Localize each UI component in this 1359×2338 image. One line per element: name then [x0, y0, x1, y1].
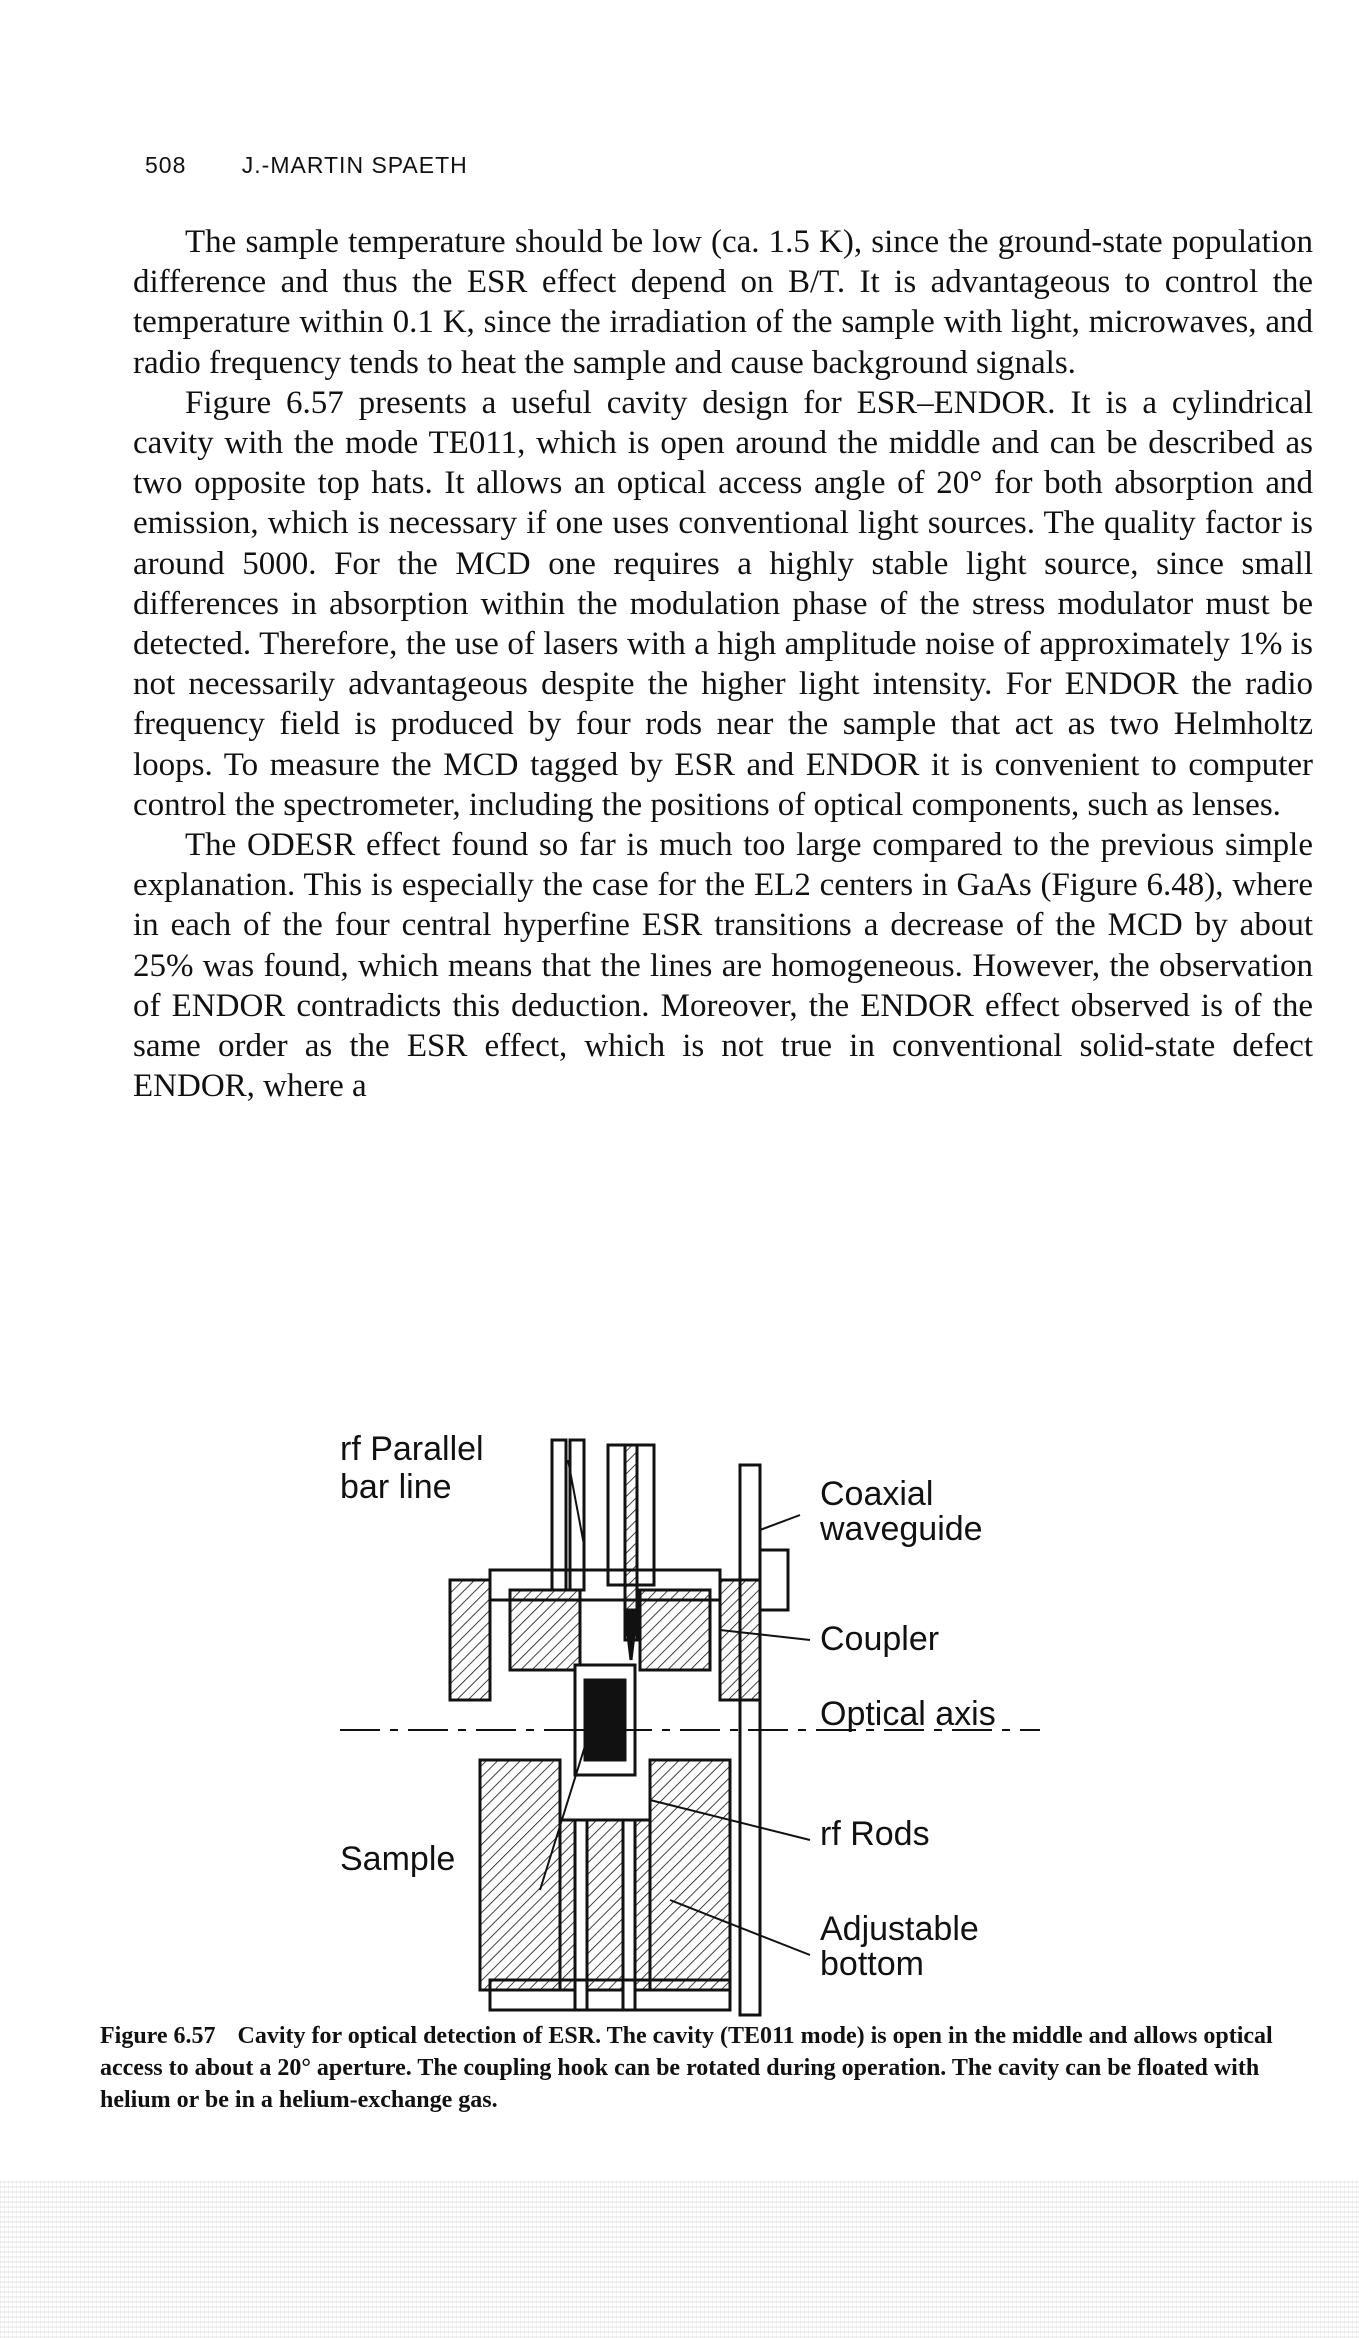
label-optical-axis: Optical axis — [820, 1695, 996, 1733]
paragraph-1: The sample temperature should be low (ca. 1.5 K), since the ground-state population difference and thus the ESR effect depend on B/T. It is advantageous to control the temperature within 0.1 K, since the irradiation of the sample with light, microwaves, and radio frequency tends to heat the sample and cause background signals. — [133, 224, 1313, 381]
label-rf-parallel-1: rf Parallel — [340, 1430, 484, 1468]
label-coupler: Coupler — [820, 1620, 940, 1658]
figure-caption — [100, 2020, 1280, 2116]
body-text — [133, 222, 1313, 1106]
label-sample: Sample — [340, 1840, 456, 1878]
label-rf-rods: rf Rods — [820, 1815, 930, 1853]
paragraph-2: Figure 6.57 presents a useful cavity design for ESR–ENDOR. It is a cylindrical cavity with the mode TE011, which is open around the middle and can be described as two opposite top hats. It allows an optical access angle of 20° for both absorption and emission, which is necessary if one uses conventional light sources. The quality factor is around 5000. For the MCD one requires a highly stable light source, since small differences in absorption within the modulation phase of the stress modulator must be detected. Therefore, the use of lasers with a high amplitude noise of approximately 1% is not necessarily advantageous despite the higher light intensity. For ENDOR the radio frequency field is produced by four rods near the sample that act as two Helmholtz loops. To measure the MCD tagged by ESR and ENDOR it is convenient to computer control the spectrometer, including the positions of optical components, such as lenses. — [133, 384, 1313, 823]
cavity-figure — [340, 1420, 1060, 2020]
page-number: 508 — [145, 152, 187, 178]
running-head-author: J.-MARTIN SPAETH — [241, 152, 468, 178]
label-adjustable-1: Adjustable — [820, 1910, 979, 1948]
label-coaxial-1: Coaxial — [820, 1475, 934, 1513]
figure-caption-text: Cavity for optical detection of ESR. The cavity (TE011 mode) is open in the middle and allows optical access to about a 20° aperture. The coupling hook can be rotated during operation. The cavity can be floated with helium or be in a helium-exchange gas. — [100, 2023, 1273, 2113]
running-header — [145, 152, 468, 179]
figure-caption-id: Figure 6.57 — [100, 2023, 216, 2049]
scan-noise — [0, 2180, 1359, 2338]
label-adjustable-2: bottom — [820, 1945, 924, 1983]
paragraph-3: The ODESR effect found so far is much too large compared to the previous simple explanation. This is especially the case for the EL2 centers in GaAs (Figure 6.48), where in each of the four central hyperfine ESR transitions a decrease of the MCD by about 25% was found, which means that the lines are homogeneous. However, the observation of ENDOR contradicts this deduction. Moreover, the ENDOR effect observed is of the same order as the ESR effect, which is not true in conventional solid-state defect ENDOR, where a — [133, 827, 1313, 1105]
cavity-diagram — [340, 1420, 1060, 2020]
label-coaxial-2: waveguide — [820, 1510, 983, 1548]
label-rf-parallel-2: bar line — [340, 1468, 452, 1506]
